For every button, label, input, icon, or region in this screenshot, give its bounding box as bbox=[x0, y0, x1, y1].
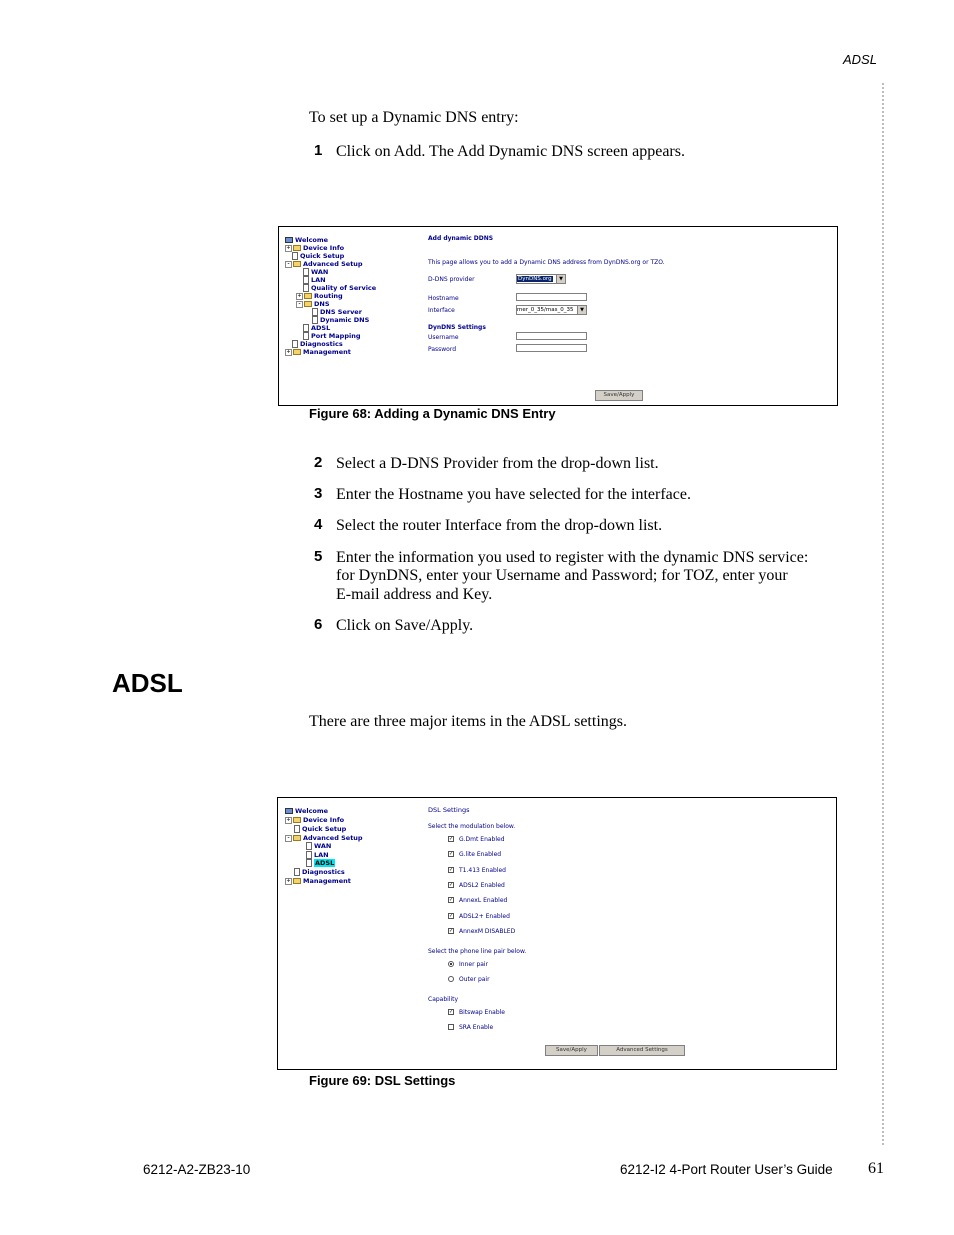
page-icon bbox=[306, 851, 312, 859]
username-label: Username bbox=[428, 334, 459, 341]
page-icon bbox=[303, 268, 309, 276]
chevron-down-icon: ▼ bbox=[556, 275, 565, 283]
capability-option: SRA Enable bbox=[459, 1024, 494, 1031]
checkbox[interactable]: ✓ bbox=[449, 836, 454, 842]
interface-label: Interface bbox=[428, 307, 455, 314]
page-icon bbox=[303, 284, 309, 292]
tree-item-device-info: + Device Info bbox=[286, 244, 345, 252]
page-icon bbox=[303, 324, 309, 332]
tree-item-quick-setup: Quick Setup bbox=[294, 825, 346, 833]
section-title: ADSL bbox=[112, 668, 183, 698]
folder-icon bbox=[293, 245, 301, 251]
collapse-icon: - bbox=[285, 261, 292, 268]
page-icon bbox=[303, 276, 309, 284]
dsl-settings-screenshot bbox=[277, 797, 837, 1070]
folder-icon bbox=[293, 817, 301, 823]
step-text: Enter the Hostname you have selected for the interface. bbox=[336, 486, 691, 503]
page-icon bbox=[306, 842, 312, 850]
provider-select[interactable]: DynDNS.org ▼ bbox=[516, 274, 566, 284]
tree-item-diagnostics: Diagnostics bbox=[294, 868, 345, 876]
modulation-option: ADSL2 Enabled bbox=[459, 882, 505, 889]
footer-doc-id: 6212-A2-ZB23-10 bbox=[143, 1162, 251, 1177]
tree-item-advanced-setup: - Advanced Setup bbox=[285, 834, 363, 842]
capability-label: Capability bbox=[428, 996, 459, 1003]
radio-button[interactable] bbox=[448, 961, 454, 967]
expand-icon: + bbox=[286, 877, 291, 884]
collapse-icon: - bbox=[285, 835, 292, 842]
checkbox[interactable]: ✓ bbox=[449, 851, 454, 857]
provider-label: D-DNS provider bbox=[428, 276, 475, 283]
step-text: Select the router Interface from the drop-down list. bbox=[336, 517, 663, 534]
tree-item-lan: LAN bbox=[306, 851, 329, 859]
pair-option: Inner pair bbox=[459, 961, 489, 968]
tree-item-adsl: ADSL bbox=[303, 324, 330, 332]
intro-text: To set up a Dynamic DNS entry: bbox=[309, 109, 519, 126]
page-icon bbox=[292, 340, 298, 348]
step-number: 5 bbox=[314, 548, 323, 565]
page-icon bbox=[294, 825, 300, 833]
tree-item-port-mapping: Port Mapping bbox=[303, 332, 360, 340]
tree-item-management: + Management bbox=[286, 877, 351, 885]
page-icon bbox=[294, 868, 300, 876]
folder-icon bbox=[293, 835, 301, 841]
monitor-icon bbox=[285, 237, 293, 243]
step-number: 6 bbox=[314, 616, 323, 633]
tree-item-welcome: Welcome bbox=[285, 807, 328, 815]
pair-option: Outer pair bbox=[459, 976, 490, 983]
tree-item-quick-setup: Quick Setup bbox=[292, 252, 344, 260]
chevron-down-icon: ▼ bbox=[577, 306, 586, 314]
username-input[interactable] bbox=[516, 332, 587, 340]
tree-item-dynamic-dns: Dynamic DNS bbox=[312, 316, 369, 324]
modulation-option: AnnexL Enabled bbox=[459, 897, 508, 904]
expand-icon: + bbox=[286, 244, 291, 251]
tree-item-management: + Management bbox=[286, 348, 351, 356]
collapse-icon: - bbox=[296, 301, 303, 308]
monitor-icon bbox=[285, 808, 293, 814]
modulation-option: AnnexM DISABLED bbox=[459, 928, 516, 935]
folder-icon bbox=[293, 261, 301, 267]
hostname-input[interactable] bbox=[516, 293, 587, 301]
advanced-settings-button[interactable]: Advanced Settings bbox=[599, 1045, 685, 1056]
folder-icon bbox=[293, 878, 301, 884]
save-apply-button[interactable]: Save/Apply bbox=[545, 1045, 598, 1056]
dyndns-settings-title: DynDNS Settings bbox=[428, 324, 486, 331]
step-text: Select a D-DNS Provider from the drop-down list. bbox=[336, 455, 659, 472]
folder-icon bbox=[304, 301, 312, 307]
running-header: ADSL bbox=[843, 52, 877, 67]
modulation-option: T1.413 Enabled bbox=[459, 867, 506, 874]
step-number: 3 bbox=[314, 485, 323, 502]
tree-item-wan: WAN bbox=[306, 842, 331, 850]
margin-rule bbox=[882, 83, 884, 1145]
radio-button[interactable] bbox=[448, 976, 454, 982]
pair-label: Select the phone line pair below. bbox=[428, 948, 527, 955]
tree-item-welcome: Welcome bbox=[285, 236, 328, 244]
figure-68-caption: Figure 68: Adding a Dynamic DNS Entry bbox=[309, 406, 556, 421]
figure-69-caption: Figure 69: DSL Settings bbox=[309, 1073, 456, 1088]
tree-item-advanced-setup: - Advanced Setup bbox=[285, 260, 363, 268]
step-number: 2 bbox=[314, 454, 323, 471]
page-icon bbox=[312, 308, 318, 316]
modulation-label: Select the modulation below. bbox=[428, 823, 516, 830]
tree-item-wan: WAN bbox=[303, 268, 328, 276]
interface-select[interactable]: mer_0_35/mas_0_35 ▼ bbox=[516, 305, 587, 315]
folder-icon bbox=[293, 349, 301, 355]
checkbox[interactable]: ✓ bbox=[449, 867, 454, 873]
page-icon bbox=[312, 316, 318, 324]
save-apply-button[interactable]: Save/Apply bbox=[595, 390, 643, 401]
modulation-option: G.Dmt Enabled bbox=[459, 836, 505, 843]
checkbox[interactable] bbox=[448, 1024, 454, 1030]
password-label: Password bbox=[428, 346, 457, 353]
checkbox[interactable]: ✓ bbox=[449, 1009, 454, 1015]
expand-icon: + bbox=[286, 816, 291, 823]
page-icon bbox=[306, 859, 312, 867]
step-text-line: E-mail address and Key. bbox=[336, 586, 493, 603]
checkbox[interactable]: ✓ bbox=[449, 882, 454, 888]
expand-icon: + bbox=[297, 292, 302, 299]
hostname-label: Hostname bbox=[428, 295, 459, 302]
add-dynamic-dns-screenshot bbox=[278, 226, 838, 406]
tree-item-lan: LAN bbox=[303, 276, 326, 284]
modulation-option: G.lite Enabled bbox=[459, 851, 502, 858]
checkbox[interactable]: ✓ bbox=[449, 897, 454, 903]
form-title: DSL Settings bbox=[428, 806, 470, 814]
tree-item-adsl: ADSL bbox=[306, 859, 335, 867]
step-text-line: Enter the information you used to register with the dynamic DNS service: bbox=[336, 549, 809, 566]
step-number: 4 bbox=[314, 516, 323, 533]
password-input[interactable] bbox=[516, 344, 587, 352]
step-number: 1 bbox=[314, 142, 323, 159]
checkbox[interactable]: ✓ bbox=[449, 928, 454, 934]
page-icon bbox=[292, 252, 298, 260]
expand-icon: + bbox=[286, 348, 291, 355]
modulation-option: ADSL2+ Enabled bbox=[459, 913, 510, 920]
footer-guide-title: 6212-I2 4-Port Router User’s Guide bbox=[620, 1162, 833, 1177]
step-text: Click on Add. The Add Dynamic DNS screen appears. bbox=[336, 143, 685, 160]
tree-item-diagnostics: Diagnostics bbox=[292, 340, 343, 348]
checkbox[interactable]: ✓ bbox=[449, 913, 454, 919]
step-text-line: for DynDNS, enter your Username and Password; for TOZ, enter your bbox=[336, 567, 788, 584]
page-icon bbox=[303, 332, 309, 340]
section-intro: There are three major items in the ADSL settings. bbox=[309, 713, 627, 730]
form-title: Add dynamic DDNS bbox=[428, 235, 494, 242]
tree-item-dns: - DNS bbox=[296, 300, 330, 308]
tree-item-routing: + Routing bbox=[297, 292, 343, 300]
folder-icon bbox=[304, 293, 312, 299]
capability-option: Bitswap Enable bbox=[459, 1009, 505, 1016]
form-description: This page allows you to add a Dynamic DNS address from DynDNS.org or TZO. bbox=[428, 259, 665, 266]
step-text: Click on Save/Apply. bbox=[336, 617, 474, 634]
tree-item-qos: Quality of Service bbox=[303, 284, 376, 292]
page-number: 61 bbox=[868, 1160, 884, 1177]
tree-item-dns-server: DNS Server bbox=[312, 308, 362, 316]
tree-item-device-info: + Device Info bbox=[286, 816, 345, 824]
